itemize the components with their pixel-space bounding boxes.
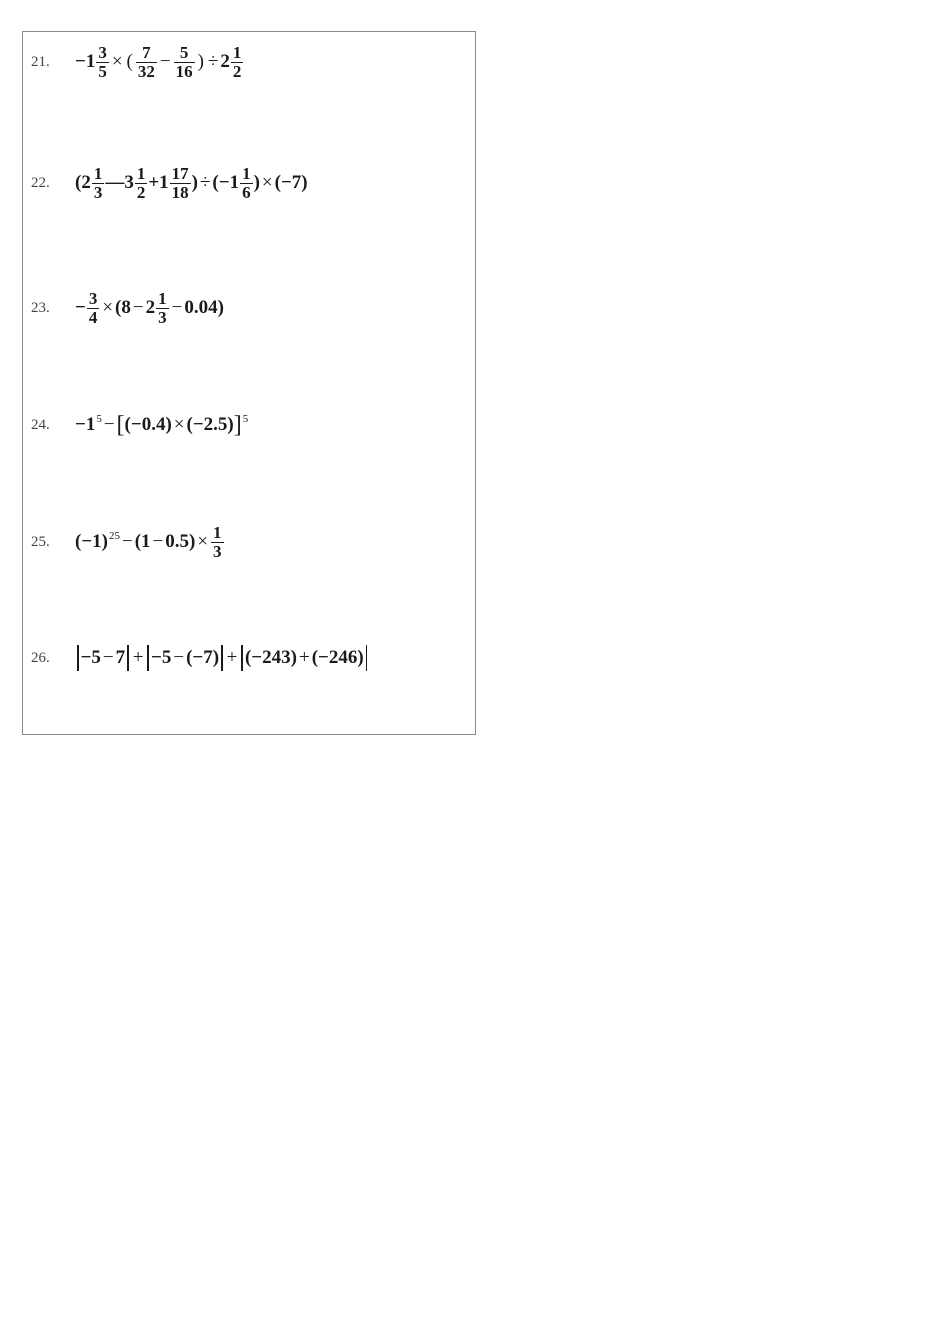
- problem-21: [31, 32, 244, 92]
- fraction: [211, 524, 224, 561]
- operator: ÷: [207, 51, 219, 72]
- abs-bar: [147, 645, 149, 671]
- numerator: 1: [213, 522, 222, 542]
- operator: ×: [102, 297, 114, 318]
- problem-26: [31, 628, 369, 688]
- denominator: 5: [98, 61, 107, 81]
- denominator: 6: [242, 182, 251, 202]
- problem-25: [31, 512, 225, 572]
- math-expression: [75, 412, 248, 439]
- numerator: 5: [179, 42, 189, 62]
- term: —3: [105, 172, 134, 193]
- operator: +: [132, 647, 144, 668]
- term: −5: [80, 647, 101, 668]
- fraction: [156, 290, 169, 327]
- numerator: 1: [136, 163, 146, 183]
- math-expression: [75, 645, 369, 671]
- fraction: [96, 44, 109, 81]
- operator: (: [126, 51, 133, 72]
- exponent: 5: [242, 413, 249, 425]
- operator: ×: [111, 51, 123, 72]
- denominator: 2: [232, 61, 242, 81]
- term: −1: [75, 414, 96, 435]
- term: (−2.5): [186, 414, 234, 435]
- operator: −: [103, 414, 115, 435]
- term: 0.5): [165, 531, 196, 552]
- math-expression: [75, 524, 225, 561]
- term: −: [75, 297, 86, 318]
- operator: +: [298, 647, 310, 668]
- math-expression: [75, 44, 244, 81]
- denominator: 32: [137, 61, 155, 81]
- problem-number: 26.: [31, 649, 50, 666]
- exponent: 5: [96, 413, 102, 425]
- operator: ×: [197, 531, 209, 552]
- denominator: 2: [136, 182, 146, 202]
- denominator: 16: [175, 61, 193, 81]
- term: (1: [134, 531, 151, 552]
- numerator: 1: [158, 288, 167, 308]
- term: 7: [115, 647, 126, 668]
- term: (−1): [75, 531, 108, 552]
- term: +1: [148, 172, 169, 193]
- denominator: 4: [88, 307, 98, 327]
- problem-23: [31, 278, 224, 338]
- abs-bar: [127, 645, 129, 671]
- math-expression: [75, 165, 308, 202]
- fraction: [92, 165, 105, 202]
- problem-22: [31, 153, 308, 213]
- problem-number: 23.: [31, 299, 50, 316]
- operator: −: [132, 297, 144, 318]
- operator: −: [121, 531, 133, 552]
- numerator: 3: [88, 288, 98, 308]
- abs-bar: [221, 645, 223, 671]
- fraction: [240, 165, 253, 202]
- term: (2: [75, 172, 91, 193]
- fraction: [135, 165, 148, 202]
- problem-number: 24.: [31, 416, 50, 433]
- denominator: 18: [171, 182, 189, 202]
- term: 0.04): [184, 297, 224, 318]
- term: 2: [220, 51, 230, 72]
- exercise-sheet: [22, 31, 476, 735]
- abs-bar: [77, 645, 79, 671]
- exponent: 25: [108, 530, 120, 542]
- fraction: [170, 165, 191, 202]
- operator: −: [171, 297, 183, 318]
- operator: −: [152, 531, 164, 552]
- problem-number: 22.: [31, 174, 50, 191]
- term: (−7): [274, 172, 308, 193]
- right-bracket: ]: [233, 411, 242, 438]
- operator: −: [102, 647, 114, 668]
- numerator: 1: [232, 42, 242, 62]
- term: 2: [145, 297, 156, 318]
- fraction: [231, 44, 244, 81]
- term: (−0.4): [124, 414, 172, 435]
- operator: ×: [173, 414, 185, 435]
- numerator: 7: [142, 42, 151, 62]
- operator: −: [159, 51, 171, 72]
- term: (−246): [311, 647, 364, 668]
- term: −1: [75, 51, 96, 72]
- term: (−243): [244, 647, 297, 668]
- problem-number: 21.: [31, 53, 50, 70]
- term: (8: [115, 297, 131, 318]
- numerator: 1: [93, 163, 103, 183]
- term: −5: [151, 647, 172, 668]
- operator: ×: [261, 172, 273, 193]
- term: (−7): [186, 647, 220, 668]
- numerator: 1: [242, 163, 251, 183]
- abs-bar: [241, 645, 243, 671]
- fraction: [87, 290, 100, 327]
- problem-number: 25.: [31, 533, 50, 550]
- problem-24: [31, 395, 248, 455]
- fraction: [174, 44, 195, 81]
- denominator: 3: [158, 307, 167, 327]
- numerator: 17: [171, 163, 189, 183]
- fraction: [136, 44, 157, 81]
- operator: −: [173, 647, 185, 668]
- operator: +: [226, 647, 238, 668]
- numerator: 3: [98, 42, 107, 62]
- abs-bar: [366, 645, 368, 671]
- math-expression: [75, 290, 224, 327]
- operator: ): [197, 51, 204, 72]
- term: ): [191, 172, 198, 193]
- operator: ÷: [199, 172, 211, 193]
- term: (−1: [212, 172, 240, 193]
- denominator: 3: [213, 541, 222, 561]
- term: ): [253, 172, 260, 193]
- left-bracket: [: [116, 411, 125, 438]
- denominator: 3: [93, 182, 103, 202]
